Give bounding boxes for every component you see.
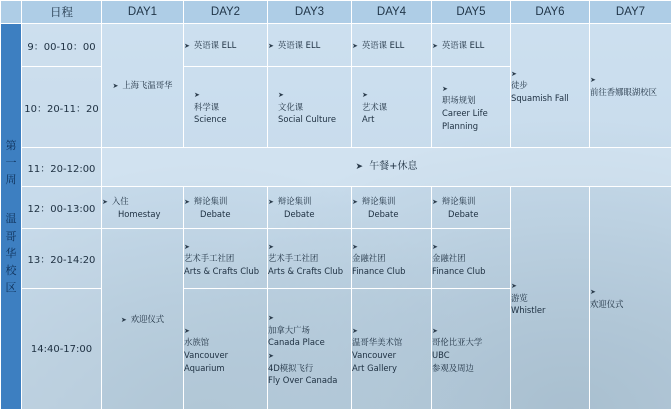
cell-d5-1440: ➤ 哥伦比亚大学 UBC 参观及周边 <box>432 289 511 410</box>
cell-d1-morning: ➤ 上海飞温哥华 <box>102 24 184 148</box>
cell-d2-1200: ➤ 辩论集训 Debate <box>184 187 268 229</box>
cell-d3-1320: ➤ 艺术手工社团 Arts & Crafts Club <box>268 229 352 289</box>
header-day1: DAY1 <box>102 1 184 24</box>
cell-d2-1320: ➤ 艺术手工社团 Arts & Crafts Club <box>184 229 268 289</box>
header-day6: DAY6 <box>511 1 590 24</box>
cell-d2-1440: ➤ 水族馆 Vancouver Aquarium <box>184 289 268 410</box>
cell-d4-1200: ➤ 辩论集训 Debate <box>352 187 432 229</box>
time-1320: 13：20-14:20 <box>22 229 102 289</box>
cell-d6-morning: ➤ 徒步 Squamish Fall <box>511 24 590 148</box>
header-day7: DAY7 <box>590 1 671 24</box>
row-1200 <box>1 187 671 229</box>
time-0900: 9：00-10：00 <box>22 24 102 67</box>
cell-d1-afternoon: ➤ 欢迎仪式 <box>102 229 184 410</box>
cell-d4-1440: ➤ 温哥华美术馆 Vancouver Art Gallery <box>352 289 432 410</box>
week-label <box>1 24 22 410</box>
row-lunch <box>1 148 671 187</box>
cell-d3-1440: ➤ 加拿大广场 Canada Place ➤ 4D模拟飞行 Fly Over Canada <box>268 289 352 410</box>
cell-d3-1200: ➤ 辩论集训 Debate <box>268 187 352 229</box>
cell-d2-0900: ➤ 英语课 ELL <box>184 24 268 67</box>
cell-d5-1320: ➤ 金融社团 Finance Club <box>432 229 511 289</box>
header-day4: DAY4 <box>352 1 432 24</box>
time-1440: 14:40-17:00 <box>22 289 102 410</box>
time-1120: 11：20-12:00 <box>22 148 102 187</box>
cell-d2-1020: ➤ 科学课 Science <box>184 67 268 148</box>
cell-d4-0900: ➤ 英语课 ELL <box>352 24 432 67</box>
cell-d7-afternoon: ➤ 欢迎仪式 <box>590 187 671 410</box>
time-1020: 10：20-11：20 <box>22 67 102 148</box>
header-day3: DAY3 <box>268 1 352 24</box>
cell-d5-1200: ➤ 辩论集训 Debate <box>432 187 511 229</box>
header-row <box>1 1 671 24</box>
cell-d3-1020: ➤ 文化课 Social Culture <box>268 67 352 148</box>
cell-d4-1320: ➤ 金融社团 Finance Club <box>352 229 432 289</box>
header-day5: DAY5 <box>432 1 511 24</box>
time-1200: 12：00-13:00 <box>22 187 102 229</box>
cell-d7-morning: ➤ 前往香娜眼湖校区 <box>590 24 671 148</box>
cell-lunch: ➤ 午餐+休息 <box>102 148 671 187</box>
cell-d1-noon: ➤ 入住 Homestay <box>102 187 184 229</box>
header-schedule: 日程 <box>22 1 102 24</box>
header-day2: DAY2 <box>184 1 268 24</box>
cell-d5-1020: ➤ 职场规划 Career Life Planning <box>432 67 511 148</box>
cell-d3-0900: ➤ 英语课 ELL <box>268 24 352 67</box>
cell-d5-0900: ➤ 英语课 ELL <box>432 24 511 67</box>
cell-d4-1020: ➤ 艺术课 Art <box>352 67 432 148</box>
week-label-part1: 第 一 周 温 哥 华 校 区 <box>5 139 17 294</box>
row-0900 <box>1 24 671 67</box>
cell-d6-afternoon: ➤ 游览 Whistler <box>511 187 590 410</box>
header-blank <box>1 1 22 24</box>
